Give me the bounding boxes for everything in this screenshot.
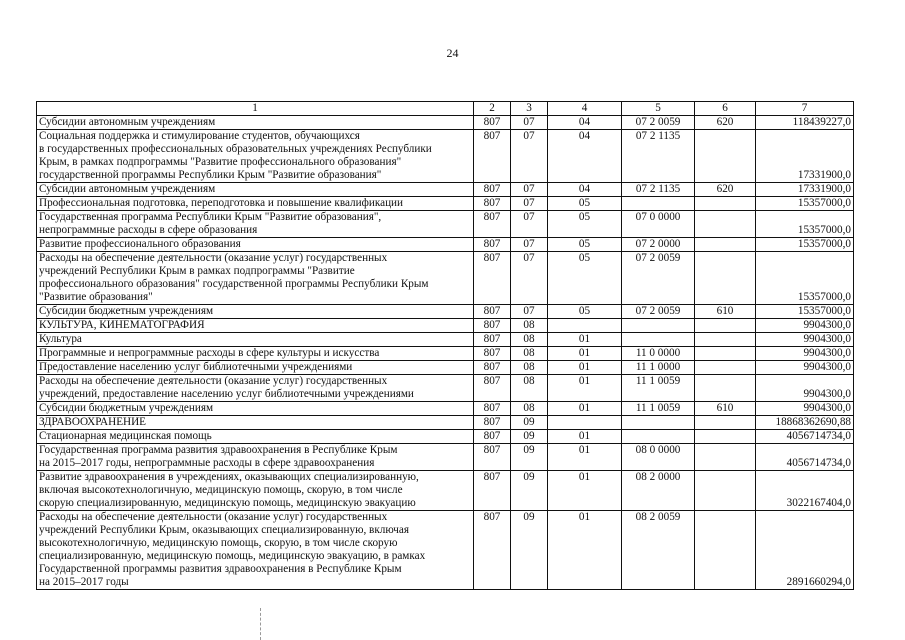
row-name-line: Стационарная медицинская помощь xyxy=(39,430,212,442)
row-name-line: Субсидии бюджетным учреждениям xyxy=(39,402,214,414)
col-7-amount-cell: 15357000,0 xyxy=(756,238,854,252)
col-2-cell: 807 xyxy=(474,375,511,402)
table-row xyxy=(37,333,854,347)
row-name-line: Профессиональная подготовка, переподготовка и повышение квалификации xyxy=(39,197,404,209)
page-number: 24 xyxy=(446,46,459,60)
table-row xyxy=(37,375,854,402)
header-cell: 4 xyxy=(548,102,622,116)
col-4-cell: 05 xyxy=(548,305,622,319)
row-name-cell xyxy=(37,361,474,375)
col-7-amount-cell: 15357000,0 xyxy=(756,197,854,211)
row-name-cell xyxy=(37,319,474,333)
col-7-amount-cell: 2891660294,0 xyxy=(756,511,854,590)
col-5-cell: 07 2 0000 xyxy=(622,238,695,252)
col-4-cell: 01 xyxy=(548,402,622,416)
row-name-line: Культура xyxy=(39,333,82,345)
row-name-line: учреждений Республики Крым в рамках подпрограммы "Развитие xyxy=(39,265,355,277)
col-4-cell: 05 xyxy=(548,197,622,211)
col-7-amount-cell: 9904300,0 xyxy=(756,361,854,375)
col-5-cell: 11 1 0059 xyxy=(622,375,695,402)
col-4-cell: 04 xyxy=(548,116,622,130)
header-cell: 6 xyxy=(695,102,756,116)
col-6-cell xyxy=(695,347,756,361)
col-4-cell: 05 xyxy=(548,211,622,238)
row-name-line: на 2015–2017 годы, непрограммные расходы в сфере здравоохранения xyxy=(39,457,375,469)
row-name-cell xyxy=(37,375,474,402)
col-3-cell: 09 xyxy=(511,511,548,590)
col-3-cell: 09 xyxy=(511,471,548,511)
row-name-cell xyxy=(37,238,474,252)
row-name-line: Развитие профессионального образования xyxy=(39,238,241,250)
col-6-cell xyxy=(695,333,756,347)
row-name-cell xyxy=(37,402,474,416)
col-2-cell: 807 xyxy=(474,430,511,444)
table-row xyxy=(37,211,854,238)
col-3-cell: 07 xyxy=(511,116,548,130)
col-7-amount-cell: 9904300,0 xyxy=(756,375,854,402)
row-name-cell xyxy=(37,430,474,444)
row-name-line: учреждений, предоставление населению услуг библиотечными учреждениями xyxy=(39,388,414,400)
col-3-cell: 07 xyxy=(511,183,548,197)
col-6-cell: 620 xyxy=(695,183,756,197)
col-7-amount-cell: 18868362690,88 xyxy=(756,416,854,430)
row-name-cell xyxy=(37,130,474,183)
col-2-cell: 807 xyxy=(474,238,511,252)
col-3-cell: 07 xyxy=(511,211,548,238)
col-4-cell: 05 xyxy=(548,238,622,252)
col-7-amount-cell: 9904300,0 xyxy=(756,333,854,347)
col-3-cell: 09 xyxy=(511,430,548,444)
col-7-amount-cell: 15357000,0 xyxy=(756,252,854,305)
header-cell: 3 xyxy=(511,102,548,116)
col-3-cell: 07 xyxy=(511,252,548,305)
col-4-cell xyxy=(548,319,622,333)
table-row xyxy=(37,361,854,375)
row-name-line: Расходы на обеспечение деятельности (оказание услуг) государственных xyxy=(39,511,388,523)
col-3-cell: 08 xyxy=(511,319,548,333)
col-6-cell xyxy=(695,130,756,183)
col-2-cell: 807 xyxy=(474,471,511,511)
col-5-cell xyxy=(622,197,695,211)
col-7-amount-cell: 15357000,0 xyxy=(756,305,854,319)
col-6-cell xyxy=(695,375,756,402)
col-7-amount-cell: 3022167404,0 xyxy=(756,471,854,511)
row-name-line: "Развитие образования" xyxy=(39,291,153,303)
col-5-cell: 07 2 1135 xyxy=(622,183,695,197)
row-name-cell xyxy=(37,416,474,430)
table-row xyxy=(37,197,854,211)
col-7-amount-cell: 9904300,0 xyxy=(756,347,854,361)
col-4-cell: 01 xyxy=(548,444,622,471)
col-7-amount-cell: 17331900,0 xyxy=(756,183,854,197)
table-row xyxy=(37,511,854,590)
col-7-amount-cell: 118439227,0 xyxy=(756,116,854,130)
col-2-cell: 807 xyxy=(474,333,511,347)
col-4-cell: 01 xyxy=(548,361,622,375)
row-name-line: Предоставление населению услуг библиотечными учреждениями xyxy=(39,361,353,373)
row-name-cell xyxy=(37,116,474,130)
col-4-cell: 01 xyxy=(548,430,622,444)
col-7-amount-cell: 4056714734,0 xyxy=(756,430,854,444)
col-4-cell xyxy=(548,416,622,430)
col-6-cell xyxy=(695,238,756,252)
col-6-cell xyxy=(695,444,756,471)
scan-artifact xyxy=(260,608,262,640)
row-name-line: Государственная программа развития здравоохранения в Республике Крым xyxy=(39,444,398,456)
col-2-cell: 807 xyxy=(474,183,511,197)
table-row xyxy=(37,130,854,183)
col-6-cell xyxy=(695,211,756,238)
col-5-cell xyxy=(622,319,695,333)
col-4-cell: 01 xyxy=(548,375,622,402)
col-5-cell: 07 2 0059 xyxy=(622,252,695,305)
row-name-cell xyxy=(37,333,474,347)
col-3-cell: 09 xyxy=(511,416,548,430)
table-row xyxy=(37,347,854,361)
col-7-amount-cell: 9904300,0 xyxy=(756,319,854,333)
col-5-cell xyxy=(622,416,695,430)
col-3-cell: 07 xyxy=(511,130,548,183)
col-3-cell: 07 xyxy=(511,305,548,319)
col-7-amount-cell: 4056714734,0 xyxy=(756,444,854,471)
row-name-line: в государственных профессиональных образовательных учреждениях Республики xyxy=(39,143,432,155)
col-5-cell: 08 0 0000 xyxy=(622,444,695,471)
col-6-cell: 610 xyxy=(695,402,756,416)
row-name-cell xyxy=(37,305,474,319)
row-name-cell xyxy=(37,252,474,305)
row-name-line: Субсидии бюджетным учреждениям xyxy=(39,305,214,317)
col-4-cell: 01 xyxy=(548,347,622,361)
table-row xyxy=(37,116,854,130)
col-3-cell: 08 xyxy=(511,361,548,375)
col-2-cell: 807 xyxy=(474,211,511,238)
col-6-cell xyxy=(695,471,756,511)
col-4-cell: 04 xyxy=(548,183,622,197)
col-6-cell: 610 xyxy=(695,305,756,319)
table-row xyxy=(37,319,854,333)
col-5-cell: 08 2 0000 xyxy=(622,471,695,511)
col-7-amount-cell: 17331900,0 xyxy=(756,130,854,183)
row-name-cell xyxy=(37,347,474,361)
header-row xyxy=(37,102,854,116)
table-row xyxy=(37,238,854,252)
row-name-line: государственной программы Республики Крым "Развитие образования" xyxy=(39,169,382,181)
table-body xyxy=(37,116,854,590)
table-row xyxy=(37,252,854,305)
table-row xyxy=(37,416,854,430)
row-name-line: ЗДРАВООХРАНЕНИЕ xyxy=(39,416,147,428)
col-2-cell: 807 xyxy=(474,252,511,305)
header-cell: 2 xyxy=(474,102,511,116)
row-name-line: учреждений Республики Крым, оказывающих специализированную, включая xyxy=(39,524,410,536)
col-5-cell xyxy=(622,430,695,444)
row-name-line: Субсидии автономным учреждениям xyxy=(39,116,216,128)
row-name-cell xyxy=(37,511,474,590)
col-2-cell: 807 xyxy=(474,347,511,361)
row-name-line: профессионального образования" государственной программы Республики Крым xyxy=(39,278,429,290)
col-3-cell: 07 xyxy=(511,238,548,252)
col-2-cell: 807 xyxy=(474,197,511,211)
row-name-line: Государственной программы развития здравоохранения в Республике Крым xyxy=(39,563,402,575)
col-6-cell xyxy=(695,361,756,375)
col-5-cell: 07 2 0059 xyxy=(622,305,695,319)
col-2-cell: 807 xyxy=(474,319,511,333)
col-7-amount-cell: 15357000,0 xyxy=(756,211,854,238)
col-3-cell: 08 xyxy=(511,347,548,361)
col-3-cell: 08 xyxy=(511,402,548,416)
col-6-cell xyxy=(695,319,756,333)
row-name-line: Субсидии автономным учреждениям xyxy=(39,183,216,195)
col-6-cell xyxy=(695,252,756,305)
col-5-cell: 11 0 0000 xyxy=(622,347,695,361)
col-4-cell: 01 xyxy=(548,333,622,347)
col-5-cell xyxy=(622,333,695,347)
col-2-cell: 807 xyxy=(474,116,511,130)
row-name-cell xyxy=(37,183,474,197)
row-name-cell xyxy=(37,197,474,211)
row-name-cell xyxy=(37,211,474,238)
row-name-line: Расходы на обеспечение деятельности (оказание услуг) государственных xyxy=(39,375,388,387)
col-6-cell: 620 xyxy=(695,116,756,130)
table-row xyxy=(37,430,854,444)
table-row xyxy=(37,402,854,416)
col-5-cell: 07 0 0000 xyxy=(622,211,695,238)
header-cell: 7 xyxy=(756,102,854,116)
row-name-line: Социальная поддержка и стимулирование студентов, обучающихся xyxy=(39,130,360,142)
row-name-cell xyxy=(37,444,474,471)
row-name-line: непрограммные расходы в сфере образования xyxy=(39,224,258,236)
col-6-cell xyxy=(695,430,756,444)
col-6-cell xyxy=(695,197,756,211)
col-2-cell: 807 xyxy=(474,130,511,183)
col-3-cell: 07 xyxy=(511,197,548,211)
col-4-cell: 04 xyxy=(548,130,622,183)
row-name-line: Развитие здравоохранения в учреждениях, оказывающих специализированную, xyxy=(39,471,419,483)
row-name-cell xyxy=(37,471,474,511)
col-6-cell xyxy=(695,511,756,590)
row-name-line: КУЛЬТУРА, КИНЕМАТОГРАФИЯ xyxy=(39,319,205,331)
col-5-cell: 08 2 0059 xyxy=(622,511,695,590)
row-name-line: Государственная программа Республики Крым "Развитие образования", xyxy=(39,211,382,223)
row-name-line: включая высокотехнологичную, медицинскую помощь, скорую, в том числе xyxy=(39,484,403,496)
row-name-line: Программные и непрограммные расходы в сфере культуры и искусства xyxy=(39,347,380,359)
col-2-cell: 807 xyxy=(474,444,511,471)
col-5-cell: 11 1 0059 xyxy=(622,402,695,416)
row-name-line: специализированную, медицинскую помощь, медицинскую эвакуацию, в рамках xyxy=(39,550,426,562)
header-cell: 5 xyxy=(622,102,695,116)
row-name-line: Крым, в рамках подпрограммы "Развитие профессионального образования" xyxy=(39,156,402,168)
col-4-cell: 01 xyxy=(548,511,622,590)
header-cell: 1 xyxy=(37,102,474,116)
col-5-cell: 07 2 1135 xyxy=(622,130,695,183)
col-4-cell: 05 xyxy=(548,252,622,305)
row-name-line: на 2015–2017 годы xyxy=(39,576,129,588)
budget-table xyxy=(36,101,854,590)
col-6-cell xyxy=(695,416,756,430)
col-2-cell: 807 xyxy=(474,361,511,375)
table-row xyxy=(37,183,854,197)
col-5-cell: 07 2 0059 xyxy=(622,116,695,130)
row-name-line: высокотехнологичную, медицинскую помощь, скорую, в том числе скорую xyxy=(39,537,398,549)
col-3-cell: 08 xyxy=(511,375,548,402)
col-2-cell: 807 xyxy=(474,511,511,590)
col-2-cell: 807 xyxy=(474,305,511,319)
table-row xyxy=(37,444,854,471)
col-2-cell: 807 xyxy=(474,416,511,430)
col-3-cell: 09 xyxy=(511,444,548,471)
row-name-line: скорую специализированную, медицинскую помощь, медицинскую эвакуацию xyxy=(39,497,416,509)
table-row xyxy=(37,305,854,319)
col-7-amount-cell: 9904300,0 xyxy=(756,402,854,416)
col-2-cell: 807 xyxy=(474,402,511,416)
col-5-cell: 11 1 0000 xyxy=(622,361,695,375)
col-4-cell: 01 xyxy=(548,471,622,511)
col-3-cell: 08 xyxy=(511,333,548,347)
row-name-line: Расходы на обеспечение деятельности (оказание услуг) государственных xyxy=(39,252,388,264)
table-row xyxy=(37,471,854,511)
